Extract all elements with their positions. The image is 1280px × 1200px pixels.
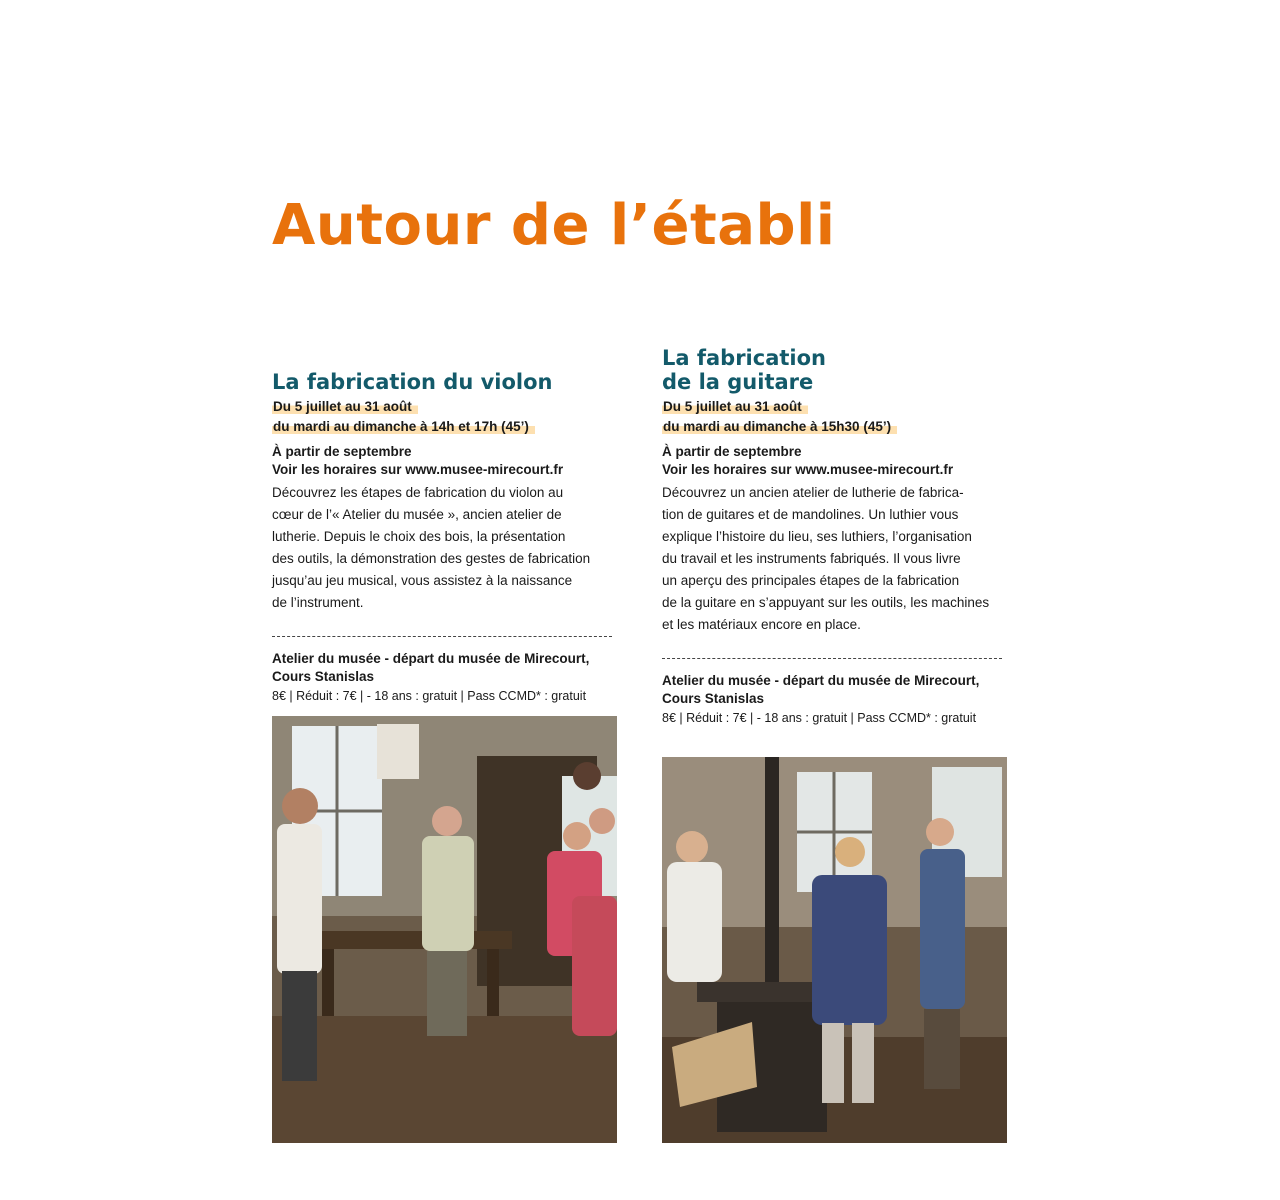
price-line: 8€ | Réduit : 7€ | - 18 ans : gratuit | Pass CCMD* : gratuit	[662, 711, 977, 725]
description-line: de la guitare en s’appuyant sur les outils, les machines	[662, 595, 990, 610]
description-line: jusqu’au jeu musical, vous assistez à la naissance	[272, 573, 573, 588]
price-line: 8€ | Réduit : 7€ | - 18 ans : gratuit | Pass CCMD* : gratuit	[272, 689, 587, 703]
guitar-workshop-photo	[662, 757, 1007, 1143]
description-line: un aperçu des principales étapes de la fabrication	[662, 573, 960, 588]
description-line: explique l’histoire du lieu, ses luthiers, l’organisation	[662, 529, 972, 544]
schedule-website-line: Voir les horaires sur www.musee-mirecourt.fr	[662, 462, 954, 477]
section-guitar	[662, 346, 1007, 728]
section-violin	[272, 370, 617, 706]
description-line: du travail et les instruments fabriqués. Il vous livre	[662, 551, 961, 566]
venue-line-1: Atelier du musée - départ du musée de Mirecourt,	[662, 673, 980, 688]
dashed-divider	[272, 636, 612, 637]
schedule-website-line: Voir les horaires sur www.musee-mirecourt.fr	[272, 462, 564, 477]
description-line: tion de guitares et de mandolines. Un luthier vous	[662, 507, 959, 522]
violin-workshop-photo	[272, 716, 617, 1143]
dates-line-1: Du 5 juillet au 31 août	[662, 399, 808, 414]
venue	[662, 672, 1007, 708]
venue-line-1: Atelier du musée - départ du musée de Mirecourt,	[272, 651, 590, 666]
dates-block	[662, 397, 1007, 437]
section-title-guitar	[662, 346, 1007, 394]
venue-line-2: Cours Stanislas	[272, 669, 375, 684]
venue-line-2: Cours Stanislas	[662, 691, 765, 706]
section-title-text: La fabrication du violon	[272, 370, 553, 394]
venue	[272, 650, 617, 686]
description-line: lutherie. Depuis le choix des bois, la présentation	[272, 529, 566, 544]
description-line: des outils, la démonstration des gestes de fabrication	[272, 551, 591, 566]
section-title-line-2: de la guitare	[662, 370, 814, 394]
september-heading: À partir de septembre	[662, 444, 802, 459]
dashed-divider	[662, 658, 1002, 659]
description-line: cœur de l’« Atelier du musée », ancien atelier de	[272, 507, 562, 522]
description-line: et les matériaux encore en place.	[662, 617, 861, 632]
description-line: Découvrez les étapes de fabrication du violon au	[272, 485, 564, 500]
description	[272, 482, 617, 614]
description-line: Découvrez un ancien atelier de lutherie de fabrica-	[662, 485, 964, 500]
page-title: Autour de l’établi	[272, 193, 836, 258]
dates-line-2: du mardi au dimanche à 14h et 17h (45’)	[272, 419, 535, 434]
section-title-line-1: La fabrication	[662, 346, 826, 370]
description-line: de l’instrument.	[272, 595, 364, 610]
description	[662, 482, 1007, 636]
dates-block	[272, 397, 617, 437]
section-title-violin	[272, 370, 617, 394]
dates-line-1: Du 5 juillet au 31 août	[272, 399, 418, 414]
september-heading: À partir de septembre	[272, 444, 412, 459]
dates-line-2: du mardi au dimanche à 15h30 (45’)	[662, 419, 897, 434]
